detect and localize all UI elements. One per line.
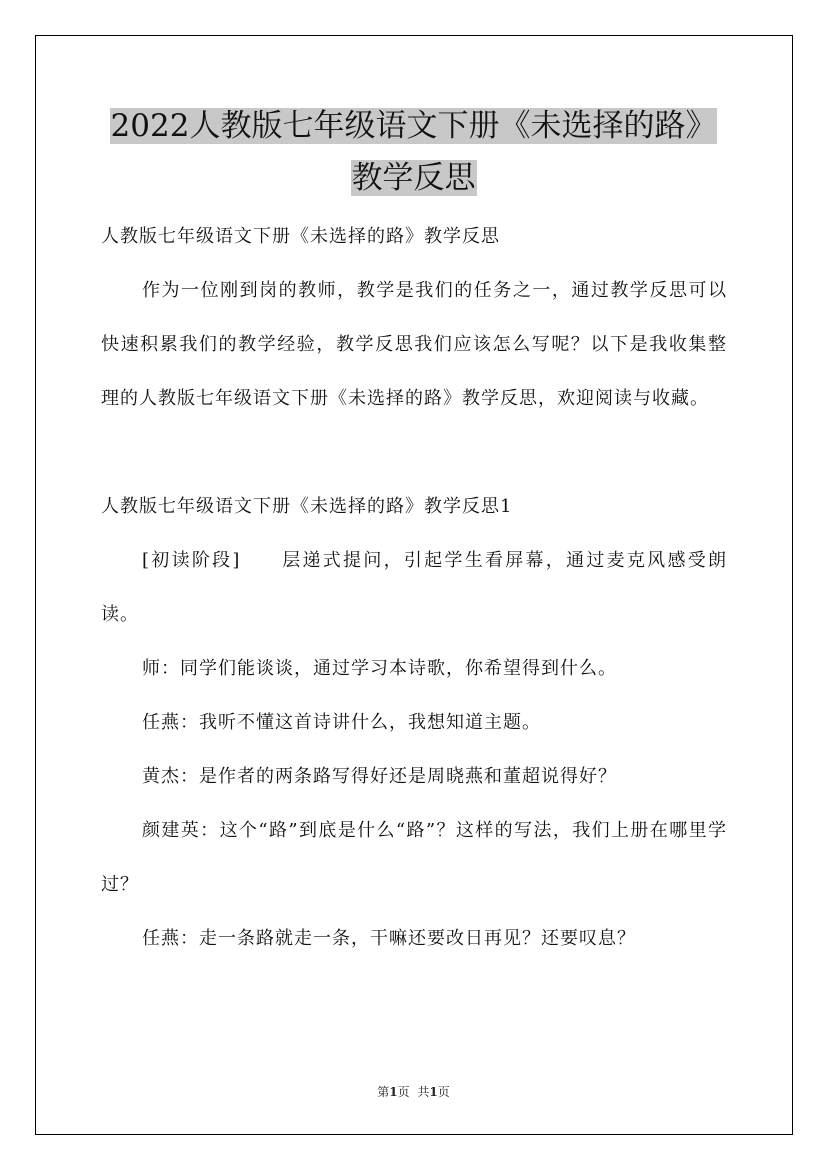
body-paragraph-1: [初读阶段] 层递式提问，引起学生看屏幕，通过麦克风感受朗读。	[101, 550, 727, 625]
body-paragraph-2: 师：同学们能谈谈，通过学习本诗歌，你希望得到什么。	[142, 658, 617, 679]
footer-total-prefix: 共	[417, 1085, 430, 1099]
body-paragraph-4: 黄杰：是作者的两条路写得好还是周晓燕和董超说得好？	[142, 766, 617, 787]
section-heading: 人教版七年级语文下册《未选择的路》教学反思1	[101, 496, 513, 517]
document-subtitle: 人教版七年级语文下册《未选择的路》教学反思	[101, 226, 500, 247]
footer-page-current: 1	[389, 1085, 398, 1099]
document-title-text: 2022人教版七年级语文下册《未选择的路》教学反思	[110, 108, 717, 196]
body-paragraph-3: 任燕：我听不懂这首诗讲什么，我想知道主题。	[142, 712, 541, 733]
body-paragraph-6: 任燕：走一条路就走一条，干嘛还要改日再见？还要叹息？	[142, 928, 636, 949]
document-body	[101, 210, 727, 966]
body-paragraph-5: 颜建英：这个“路”到底是什么“路”？这样的写法，我们上册在哪里学过？	[101, 820, 727, 895]
footer-page-suffix: 页	[397, 1085, 410, 1099]
footer-total-suffix: 页	[437, 1085, 450, 1099]
document-title	[100, 100, 727, 204]
page-footer	[0, 1083, 827, 1100]
intro-paragraph: 作为一位刚到岗的教师，教学是我们的任务之一，通过教学反思可以快速积累我们的教学经验，教学反思我们应该怎么写呢？以下是我收集整理的人教版七年级语文下册《未选择的路》教学反思，欢迎阅读与收藏。	[101, 280, 727, 409]
footer-page-prefix: 第	[377, 1085, 390, 1099]
footer-page-total: 1	[429, 1085, 438, 1099]
